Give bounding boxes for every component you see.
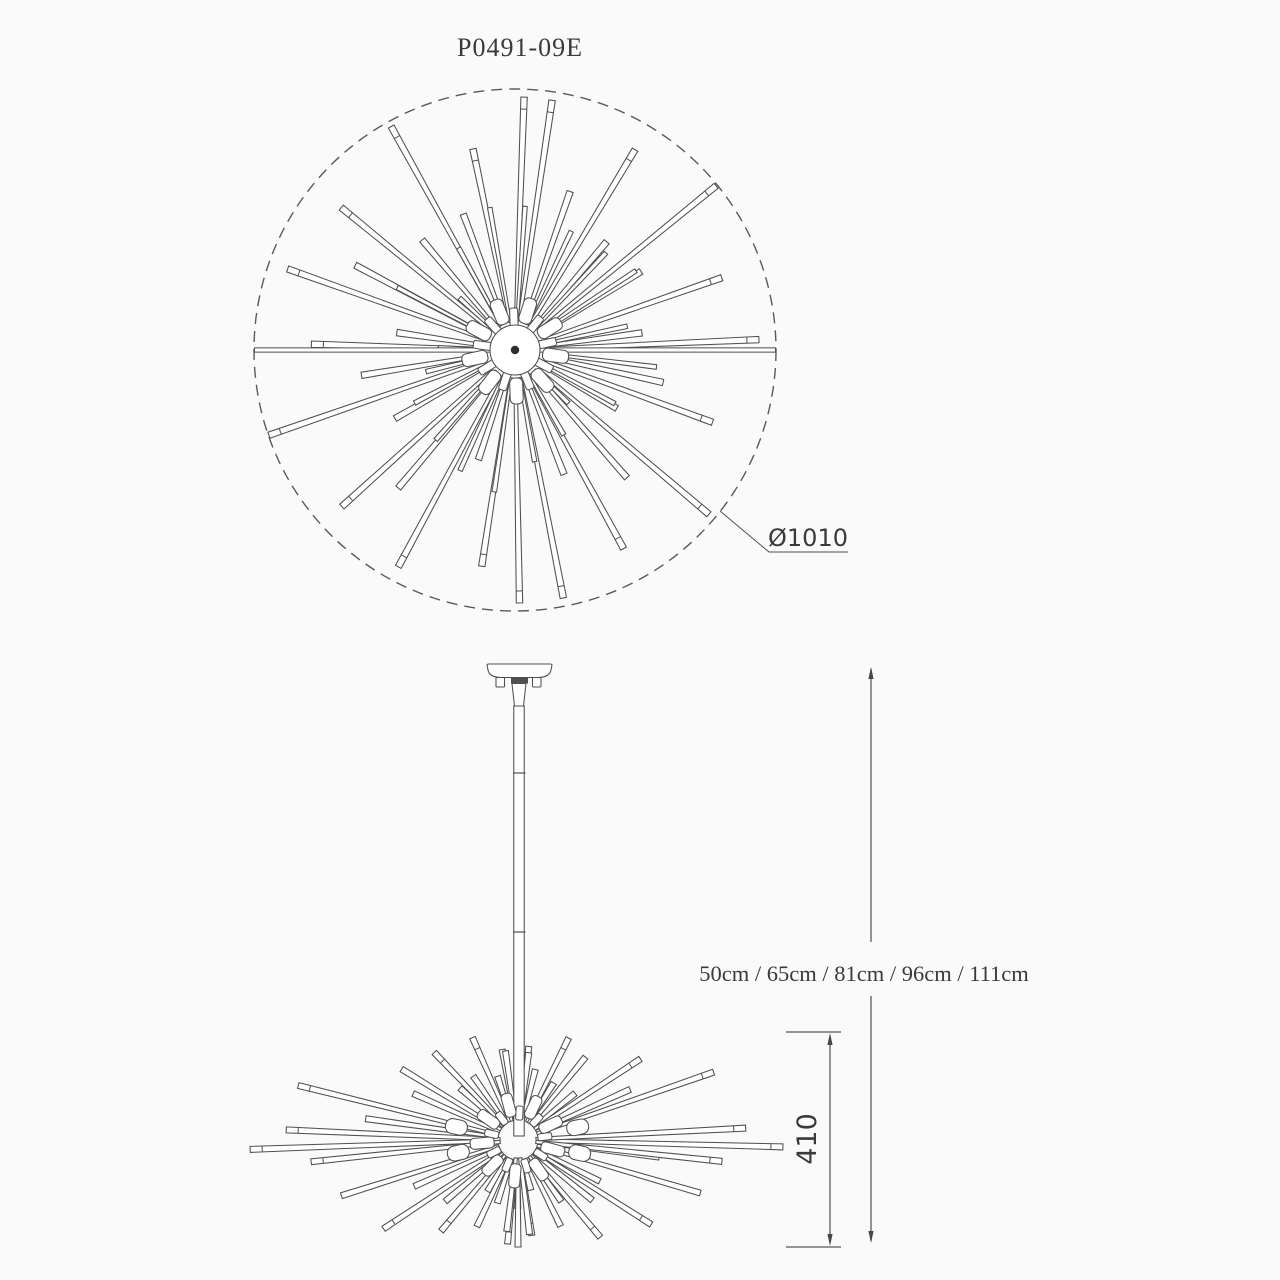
bulb-socket: [509, 378, 523, 404]
bulb-socket: [470, 1137, 495, 1150]
ceiling-canopy: [487, 664, 552, 678]
side-view: [250, 664, 783, 1247]
fixture-height-dimension: [786, 1032, 841, 1247]
canopy-screw-right: [533, 678, 542, 688]
socket-stub: [537, 1132, 552, 1141]
canopy-screw-left: [496, 678, 505, 688]
hanging-rod: [514, 706, 524, 1136]
page-title: P0491-09E: [457, 33, 583, 62]
bulb: [444, 1117, 469, 1136]
diameter-label: Ø1010: [768, 524, 848, 552]
canopy-neck: [512, 684, 526, 707]
suspension-heights-label: 50cm / 65cm / 81cm / 96cm / 111cm: [699, 961, 1029, 986]
top-burst: [255, 97, 776, 603]
socket-stub: [516, 1106, 524, 1120]
spike: [514, 384, 523, 603]
diameter-callout: [720, 511, 848, 552]
socket-stub: [510, 308, 519, 326]
fixture-height-label: 410: [792, 1113, 823, 1165]
overall-height-dimension: [699, 667, 1029, 1243]
top-view: [254, 89, 848, 611]
canopy-collar: [511, 678, 528, 684]
spike-cap: [323, 1158, 324, 1164]
hub-center-dot: [511, 346, 519, 354]
spike-cap: [710, 1157, 711, 1163]
